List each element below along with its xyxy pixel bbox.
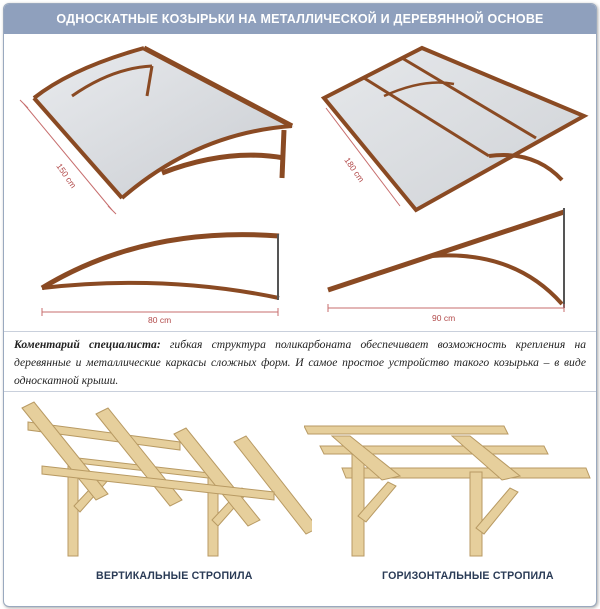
expert-comment	[14, 336, 586, 390]
arched-bracket-profile	[24, 226, 289, 326]
vertical-rafters-illustration	[12, 396, 312, 566]
infographic-frame	[3, 3, 597, 607]
horizontal-rafters-illustration	[304, 406, 592, 566]
page-title: ОДНОСКАТНЫЕ КОЗЫРЬКИ НА МЕТАЛЛИЧЕСКОЙ И ДЕРЕВЯННОЙ ОСНОВЕ	[56, 12, 544, 26]
caption-vertical-rafters: ВЕРТИКАЛЬНЫЕ СТРОПИЛА	[96, 570, 253, 582]
dimension-label-length: 150 cm	[54, 161, 79, 190]
divider	[4, 331, 596, 332]
caption-horizontal-rafters: ГОРИЗОНТАЛЬНЫЕ СТРОПИЛА	[382, 570, 554, 582]
dimension-label-width: 90 cm	[432, 313, 456, 323]
straight-bracket-profile	[314, 200, 579, 325]
title-banner	[4, 4, 596, 34]
arched-canopy-illustration	[12, 38, 297, 218]
dimension-label-width: 80 cm	[148, 315, 172, 325]
divider	[4, 391, 596, 392]
dimension-label-length: 180 cm	[342, 155, 367, 184]
flat-canopy-illustration	[304, 38, 592, 223]
comment-label: Коментарий специалиста:	[14, 338, 161, 351]
comment-text: гибкая структура поликарбоната обеспечивает возможность крепления на деревянные и металлические каркасы сложных форм. И самое простое устройство такого козырька – в виде односкатной крыши.	[14, 338, 586, 387]
